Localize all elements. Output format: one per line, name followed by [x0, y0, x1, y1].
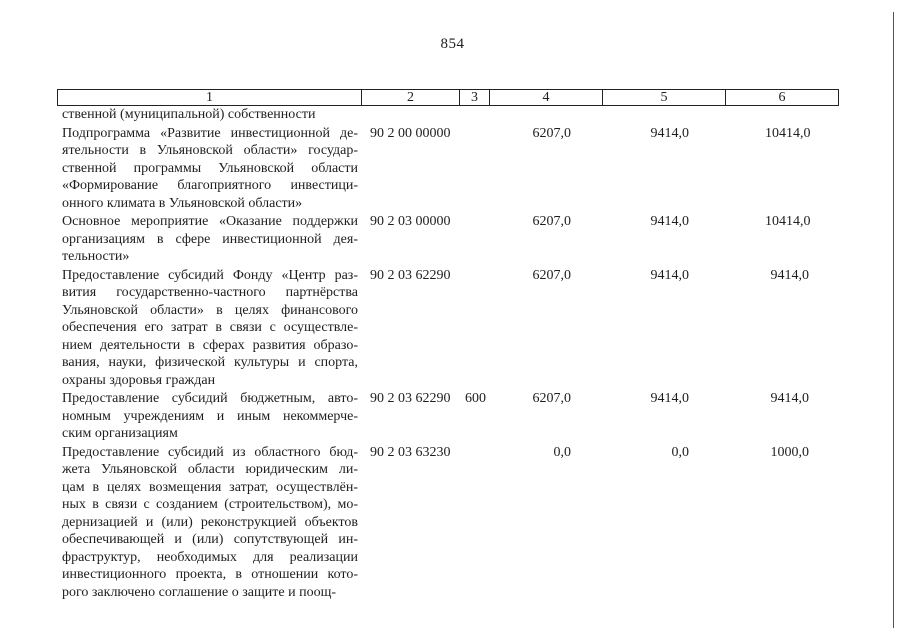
- row-value-col6: 10414,0: [765, 125, 811, 141]
- table-header: [57, 89, 839, 106]
- row-value-col6: 1000,0: [770, 444, 809, 460]
- row-value-col4: 6207,0: [532, 214, 571, 229]
- row-name-cell: [62, 444, 358, 602]
- table-row: [0, 106, 905, 124]
- row-name-line: «Формирование благоприятного инвестици-: [62, 178, 358, 193]
- row-name-cell: [62, 125, 358, 213]
- row-name-line: Ульяновской области» в целях финансового: [62, 302, 358, 318]
- row-value-col4: 6207,0: [532, 267, 571, 283]
- row-value-col5: 9414,0: [650, 267, 689, 283]
- row-value-col6: 9414,0: [770, 267, 809, 283]
- row-name-line: ским организациям: [62, 426, 178, 441]
- row-code-cell: 90 2 03 00000: [370, 214, 451, 229]
- row-name-line: охраны здоровья граждан: [62, 372, 216, 388]
- row-code-cell: 90 2 03 63230: [370, 444, 451, 460]
- row-code-cell: 90 2 03 62290: [370, 267, 451, 283]
- row-name-line: Предоставление субсидий бюджетным, авто-: [62, 391, 358, 406]
- table-row: [0, 390, 905, 443]
- column-header-1: 1: [58, 90, 362, 106]
- row-name-line: Подпрограмма «Развитие инвестиционной де-: [62, 125, 358, 141]
- row-name-line: ственной (муниципальной) собственности: [62, 107, 316, 122]
- row-name-cell: [62, 390, 358, 443]
- row-value-col6: 10414,0: [765, 214, 811, 229]
- row-name-line: инвестиционного проекта, в отношении кото-: [62, 567, 358, 582]
- row-name-cell: [62, 213, 358, 266]
- row-name-line: вания, науки, физической культуры и спорта,: [62, 355, 358, 370]
- row-name-line: Предоставление субсидий Фонду «Центр раз-: [62, 267, 358, 283]
- table-row: [0, 444, 905, 602]
- row-value-col4: 6207,0: [532, 391, 571, 406]
- row-name-line: фраструктур, необходимых для реализации: [62, 549, 358, 565]
- row-name-line: Предоставление субсидий из областного бюд-: [62, 444, 358, 460]
- row-name-line: номным учреждениям и иным некоммерче-: [62, 408, 358, 424]
- column-header-3: 3: [460, 90, 490, 106]
- column-header-4: 4: [490, 90, 603, 106]
- row-code-cell: 90 2 00 00000: [370, 125, 451, 141]
- row-value-col5: 9414,0: [650, 125, 689, 141]
- row-value-col5: 9414,0: [650, 391, 689, 406]
- table-body: [0, 106, 905, 601]
- table-header-row: [58, 90, 839, 106]
- row-value-col5: 0,0: [671, 444, 689, 460]
- row-name-line: дернизацией и (или) реконструкцией объектов: [62, 514, 358, 530]
- row-name-line: вития государственно-частного партнёрства: [62, 285, 358, 300]
- row-name-line: ных в связи с созданием (строительством), мо-: [62, 497, 358, 512]
- row-value-col4: 0,0: [553, 444, 571, 460]
- page-number: 854: [440, 36, 465, 52]
- row-value-col6: 9414,0: [770, 391, 809, 406]
- row-name-line: Основное мероприятие «Оказание поддержки: [62, 214, 358, 229]
- row-name-cell: [62, 267, 358, 390]
- row-name-line: жета Ульяновской области юридическим ли-: [62, 462, 358, 477]
- row-name-line: обеспечивающей и (или) сопутствующей ин-: [62, 532, 358, 547]
- row-code-cell: 90 2 03 62290: [370, 391, 451, 406]
- row-name-line: нием деятельности в сферах развития образо-: [62, 337, 358, 353]
- row-name-line: организациям в сфере инвестиционной дея-: [62, 231, 358, 247]
- column-header-6: 6: [726, 90, 839, 106]
- row-expense-type-cell: 600: [465, 391, 486, 406]
- table-row: [0, 213, 905, 266]
- row-name-line: ятельности в Ульяновской области» государ-: [62, 143, 358, 158]
- row-name-line: тельности»: [62, 249, 130, 264]
- row-name-line: ственной программы Ульяновской области: [62, 160, 358, 176]
- table-row: [0, 267, 905, 390]
- row-name-line: онного климата в Ульяновской области»: [62, 195, 303, 211]
- row-name-line: рого заключено соглашение о защите и поощ-: [62, 584, 337, 600]
- column-header-2: 2: [362, 90, 460, 106]
- row-value-col4: 6207,0: [532, 125, 571, 141]
- table-row: [0, 125, 905, 213]
- row-name-cell: [62, 106, 358, 124]
- row-value-col5: 9414,0: [650, 214, 689, 229]
- row-name-line: цам в целях возмещения затрат, осуществлён-: [62, 479, 358, 495]
- row-name-line: обеспечения его затрат в связи с осуществле-: [62, 320, 358, 335]
- column-header-5: 5: [603, 90, 726, 106]
